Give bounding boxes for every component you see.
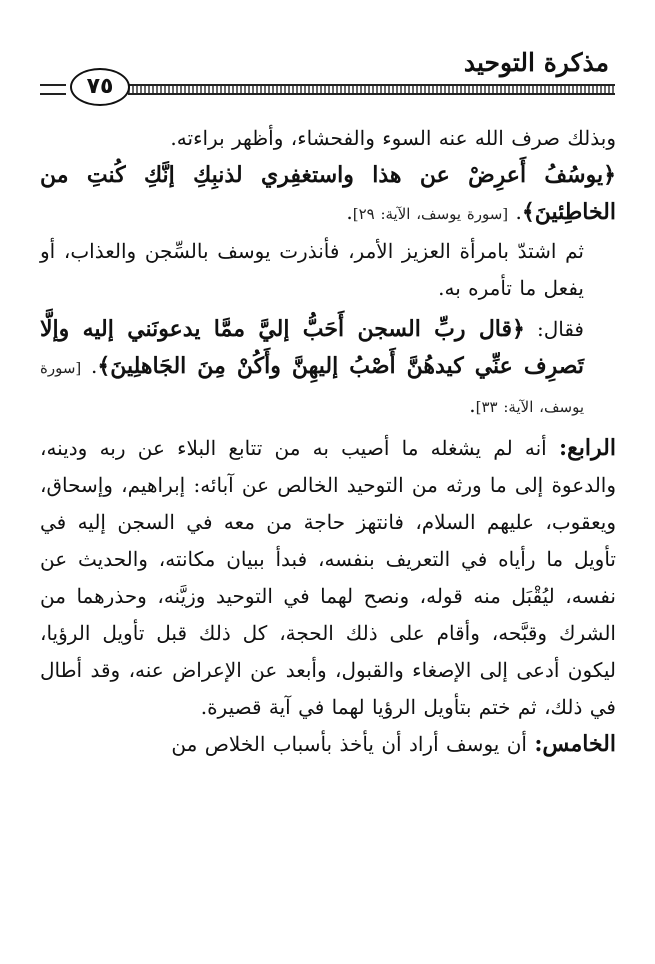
verse-reference-1: [سورة يوسف، الآية: ٢٩] — [352, 205, 509, 223]
page-header — [40, 48, 615, 108]
paragraph-5-text: أنه لم يشغله ما أصيب به من تتابع البلاء عن ربه ودينه، والدعوة إلى ما ورثه من التوحيد الخالص عن آبائه: إبراهيم، وإسحاق، ويعقوب، عليهم السلام، فانتهز حاجة من معه في السجن إليه في تأويل ما رأياه في التعريف بنفسه، فبدأ ببيان مكانته، والحديث عن نفسه، ليُقْبَل منه قوله، ونصح لهما في التوحيد وزيَّنه، وحذرهما من الشرك وقبَّحه، وأقام على ذلك الحجة، كل ذلك قبل تأويل الرؤيا، ليكون أدعى إلى الإصغاء والقبول، وأبعد عن الإعراض عنه، وقد أطال في ذلك، ثم ختم بتأويل الرؤيا لهما في آية قصيرة. — [40, 436, 616, 719]
page-content — [40, 120, 616, 950]
paragraph-3-text: ثم اشتدّ بامرأة العزيز الأمر، فأنذرت يوسف بالسِّجن والعذاب، أو يفعل ما تأمره به. — [40, 239, 584, 300]
paragraph-1-text: وبذلك صرف الله عنه السوء والفحشاء، وأظهر براءته. — [170, 126, 616, 150]
quran-verse-1: ﴿يوسُفُ أَعرِضْ عن هذا واستغفِري لذنبِكِ إنَّكِ كُنتِ من الخاطِئينَ﴾ — [40, 162, 616, 225]
quran-verse-2: ﴿قال ربِّ السجن أَحَبُّ إليَّ ممَّا يدعونَني إليه وإلَّا تَصرِف عنِّي كيدهُنَّ أَصْبُ إليهِنَّ وأَكُنْ مِنَ الجَاهلِينَ﴾ — [40, 316, 584, 379]
paragraph-3 — [40, 233, 616, 307]
paragraph-5 — [40, 430, 616, 726]
paragraph-2 — [40, 157, 616, 233]
paragraph-6-text: أن يوسف أراد أن يأخذ بأسباب الخلاص من — [171, 732, 535, 756]
paragraph-1 — [40, 120, 616, 157]
end-2: . — [469, 393, 476, 417]
verse-reference-2: [سورة يوسف، الآية: ٣٣] — [40, 359, 584, 416]
header-rule-left — [40, 84, 66, 95]
separator-2: . — [81, 354, 98, 378]
section-label-fourth: الرابع: — [558, 435, 616, 461]
page-number-badge: ٧٥ — [70, 68, 130, 106]
separator-1: . — [508, 200, 522, 224]
book-title: مذكرة التوحيد — [463, 48, 609, 77]
paragraph-4-intro: فقال: — [524, 317, 584, 341]
header-rule — [128, 84, 615, 95]
section-label-fifth: الخامس: — [534, 731, 616, 757]
paragraph-6 — [40, 726, 616, 763]
paragraph-4 — [40, 311, 616, 426]
end-1: . — [346, 200, 353, 224]
